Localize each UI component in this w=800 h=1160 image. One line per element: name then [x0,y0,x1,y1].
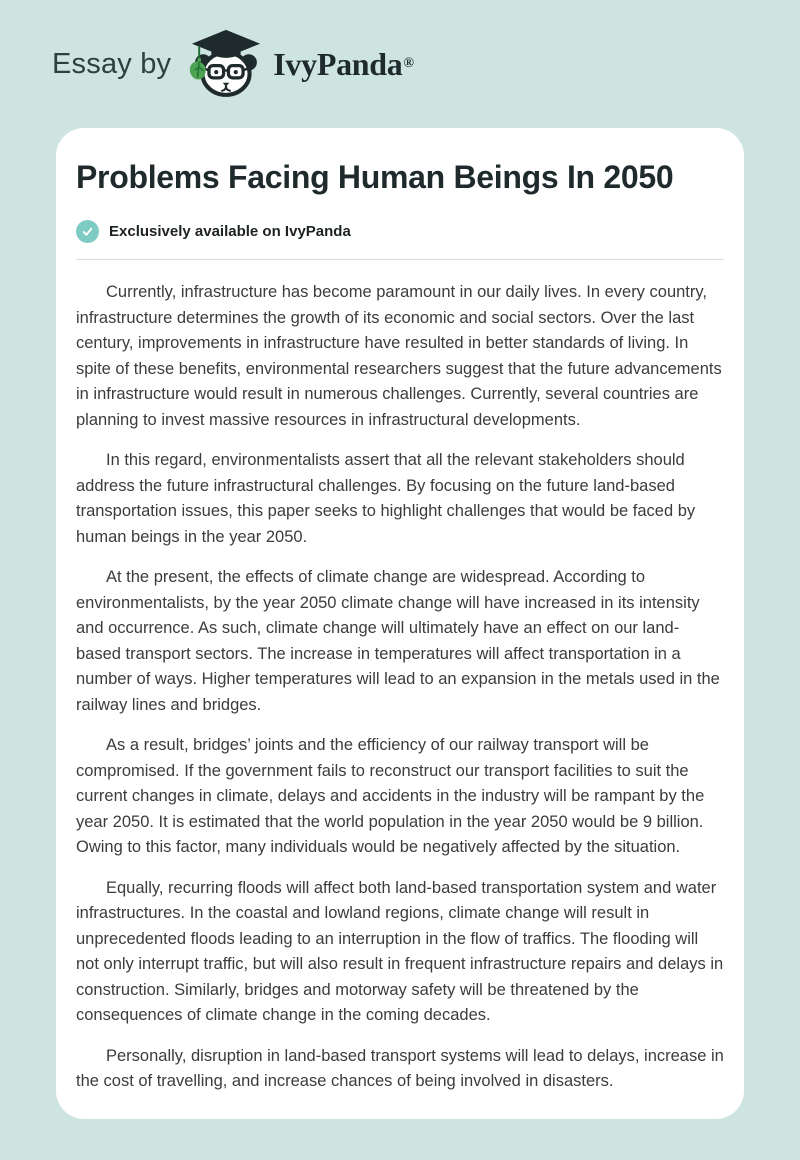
header [0,0,800,128]
availability-badge-label: Exclusively available on IvyPanda [109,223,351,241]
essay-paragraph: At the present, the effects of climate change are widespread. According to environmentalists, by the year 2050 climate change will have increased in its intensity and occurrence. As such, climate change will ultimately have an effect on our land-based transport sectors. The increase in temperatures will affect transportation in a number of ways. Higher temperatures will lead to an expansion in the metals used in the railway lines and bridges. [76,568,720,714]
brand-logo [187,25,414,103]
essay-body [76,280,724,1095]
essay-paragraph: Currently, infrastructure has become paramount in our daily lives. In every country, infrastructure determines the growth of its economic and social sectors. Over the last century, improvements in infrastructure have resulted in better standards of living. In spite of these benefits, environmental researchers suggest that the future advancements in infrastructure would result in numerous challenges. Currently, several countries are planning to invest massive resources in infrastructural developments. [76,283,722,429]
availability-badge [76,220,724,243]
panda-graduate-icon [187,25,265,103]
brand-name: IvyPanda [273,45,403,82]
header-label: Essay by [52,47,172,80]
page-title: Problems Facing Human Beings In 2050 [76,159,674,195]
registered-mark: ® [403,56,414,71]
essay-paragraph: As a result, bridges’ joints and the efficiency of our railway transport will be compromised. If the government fails to reconstruct our transport facilities to suit the current changes in climate, delays and accidents in the industry will be rampant by the year 2050. It is estimated that the world population in the year 2050 would be 9 billion. Owing to this factor, many individuals would be negatively affected by the situation. [76,736,705,857]
essay-paragraph: Equally, recurring floods will affect both land-based transportation system and water infrastructures. In the coastal and lowland regions, climate change will result in unprecedented floods leading to an interruption in the flow of traffics. The flooding will not only interrupt traffic, but will also result in frequent infrastructure repairs and delays in construction. Similarly, bridges and motorway safety will be threatened by the consequences of climate change in the coming decades. [76,878,724,1025]
divider [76,259,724,260]
essay-paragraph: In this regard, environmentalists assert that all the relevant stakeholders should address the future infrastructural challenges. By focusing on the future land-based transportation issues, this paper seeks to highlight challenges that would be faced by human beings in the year 2050. [76,451,696,546]
essay-card [56,128,744,1119]
check-icon [76,220,99,243]
essay-paragraph: Personally, disruption in land-based transport systems will lead to delays, increase in the cost of travelling, and increase chances of being involved in disasters. [76,1046,724,1091]
